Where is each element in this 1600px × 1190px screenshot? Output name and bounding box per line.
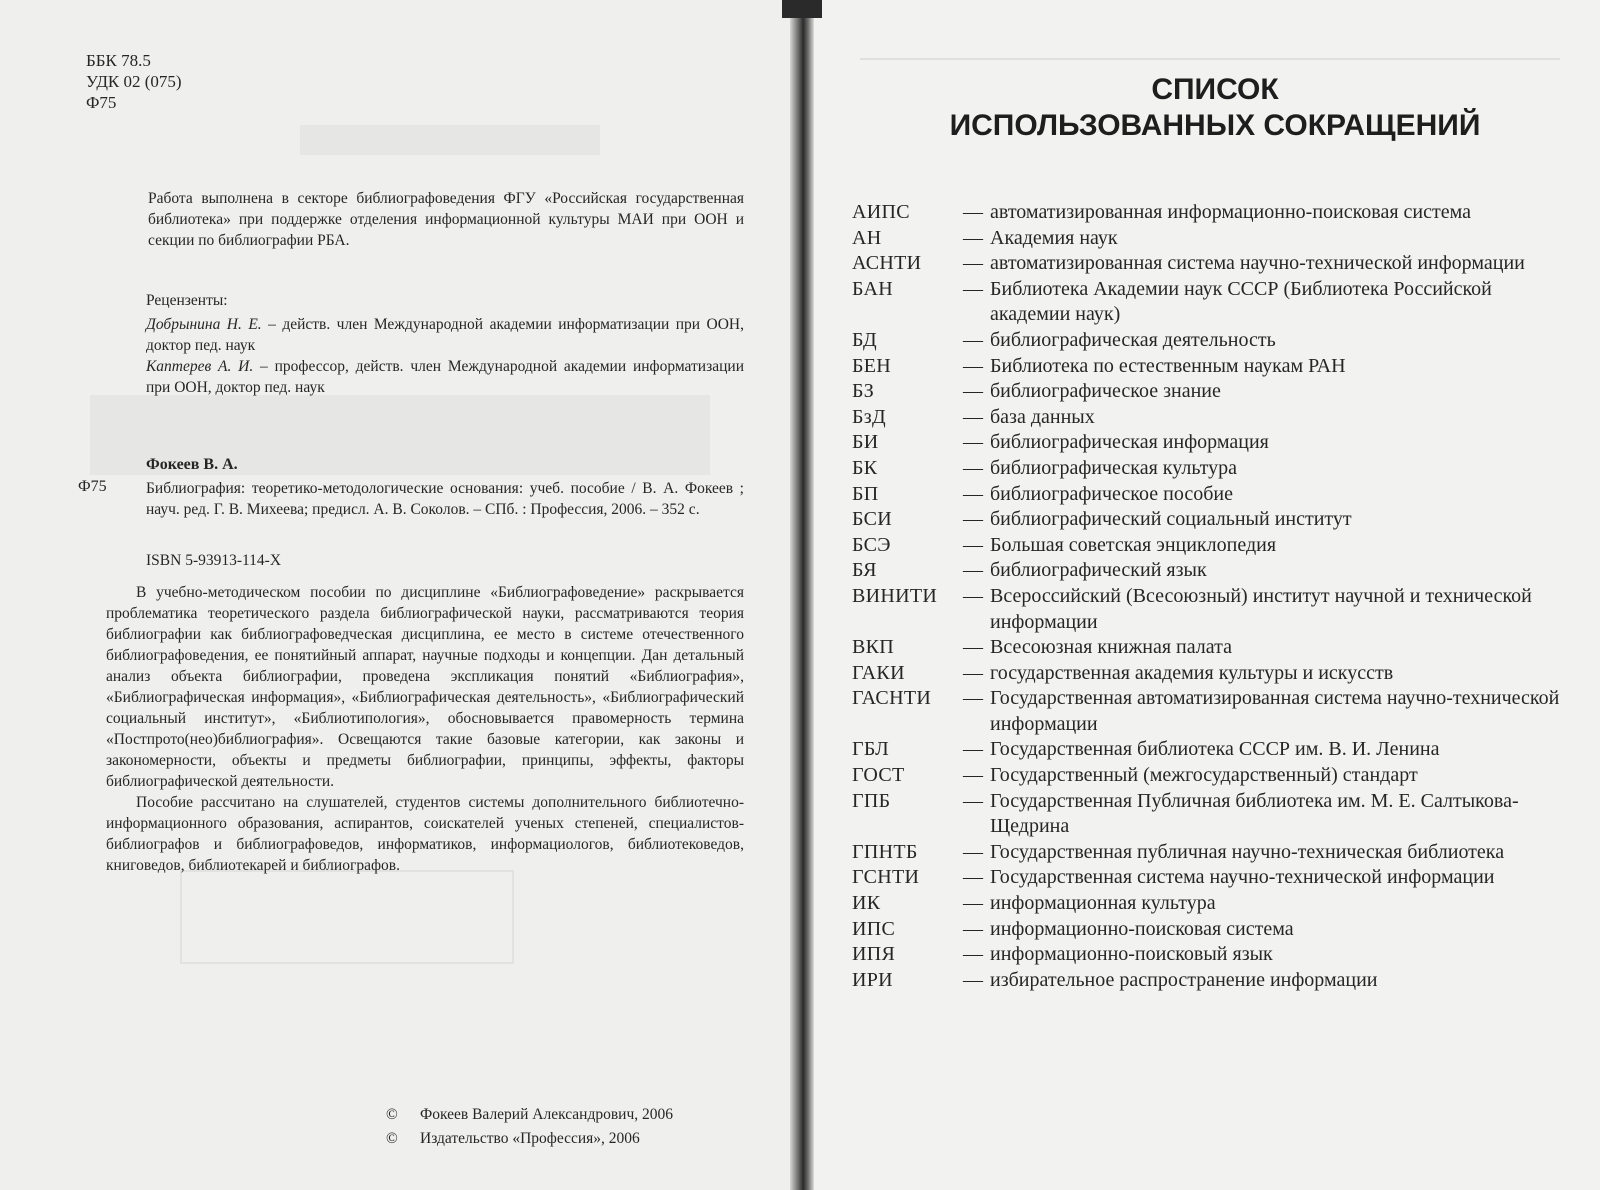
abbreviation-row — [852, 840, 1572, 866]
abbreviation-dash: — — [963, 789, 983, 812]
copyright-line — [386, 1130, 640, 1148]
bleed-through-shadow — [300, 125, 600, 155]
abbreviation-dash: — — [963, 661, 983, 684]
abbreviation-term: БЯ — [852, 559, 877, 582]
abbreviation-term: ИРИ — [852, 968, 893, 991]
abbreviation-row — [852, 379, 1572, 405]
abbreviation-dash: — — [963, 431, 983, 454]
bbk-code: ББК 78.5 — [86, 51, 151, 70]
abbreviation-definition: Всероссийский (Всесоюзный) институт научной и технической информации — [990, 584, 1532, 633]
gutter-shadow — [782, 0, 822, 18]
abbreviation-term: БАН — [852, 277, 894, 300]
abbreviation-term: ГПНТБ — [852, 840, 918, 863]
abbreviation-definition: Государственная система научно-технической информации — [990, 866, 1495, 889]
copyright-text: Фокеев Валерий Александрович, 2006 — [420, 1106, 674, 1123]
abbreviation-dash: — — [963, 917, 983, 940]
abbreviation-definition: информационная культура — [990, 892, 1216, 915]
abbreviation-row — [852, 328, 1572, 354]
abbreviation-dash: — — [963, 892, 983, 915]
abbreviation-definition: Большая советская энциклопедия — [990, 533, 1277, 556]
abbreviation-row — [852, 533, 1572, 559]
reviewer-desc: – действ. член Международной академии информатизации при ООН, доктор пед. наук — [146, 316, 744, 354]
abbreviation-row — [852, 942, 1572, 968]
classification-codes — [86, 50, 182, 113]
reviewer-entry — [146, 314, 744, 356]
abbreviation-row — [852, 456, 1572, 482]
abbreviation-row — [852, 891, 1572, 917]
abbreviation-dash: — — [963, 738, 983, 761]
abbreviation-definition: библиографическая культура — [990, 456, 1238, 479]
abbreviation-dash: — — [963, 277, 983, 300]
abbreviation-term: БД — [852, 328, 877, 351]
abbreviation-term: БЕН — [852, 354, 892, 377]
abbreviation-definition: информационно-поисковая система — [990, 917, 1294, 940]
abbreviation-row — [852, 789, 1572, 840]
copyright-symbol: © — [386, 1130, 398, 1147]
copyright-line — [386, 1106, 673, 1124]
abbreviation-term: АИПС — [852, 201, 910, 223]
reviewers-title: Рецензенты: — [146, 292, 228, 309]
abbreviation-definition: Государственная публичная научно-техническая библиотека — [990, 840, 1505, 863]
abbreviation-term: АН — [852, 226, 882, 249]
abbreviation-dash: — — [963, 968, 983, 991]
abbreviation-dash: — — [963, 405, 983, 428]
author-mark: Ф75 — [86, 93, 117, 112]
abbreviation-definition: библиографический язык — [990, 559, 1207, 582]
abbreviation-row — [852, 917, 1572, 943]
abbreviation-term: ГАКИ — [852, 661, 905, 684]
abbreviation-definition: автоматизированная система научно-технической информации — [990, 252, 1525, 275]
reviewer-entry — [146, 356, 744, 398]
classmark: Ф75 — [78, 478, 107, 495]
abbreviation-term: ГОСТ — [852, 764, 905, 787]
abbreviation-dash: — — [963, 636, 983, 659]
isbn: ISBN 5-93913-114-X — [146, 552, 282, 569]
abbreviation-row — [852, 558, 1572, 584]
abbreviation-term: ИПС — [852, 917, 896, 940]
title-line: ИСПОЛЬЗОВАННЫХ СОКРАЩЕНИЙ — [949, 109, 1481, 142]
abbreviation-definition: библиографическое знание — [990, 380, 1221, 403]
abbreviation-term: ИК — [852, 892, 881, 915]
reviewer-name: Каптерев А. И. — [146, 358, 254, 375]
annotation-paragraph: В учебно-методическом пособии по дисциплине «Библиографоведение» раскрывается проблематика теоретического раздела библиографической науки, рассматриваются теория библиографии как библиографоведческая дисциплина, ее место в системе отечественного библиографоведения, ее понятийный аппарат, научные подходы и концепции. Дан детальный анализ объекта библиографии, проведена экспликация понятий «Библиография», «Библиографическая информация», «Библиографическая деятельность», «Библиографический социальный институт», «Библиотипология», обосновывается правомерность термина «Постпрото(нео)библиография». Освещаются такие базовые категории, как законы и закономерности, объекты и предметы библиографии, принципы, эффекты, факторы библиографической деятельности. — [106, 584, 744, 790]
abbreviation-term: БП — [852, 482, 879, 505]
abbreviation-definition: Государственная библиотека СССР им. В. И. Ленина — [990, 738, 1440, 761]
abbreviation-term: ГБЛ — [852, 738, 890, 761]
abbreviation-row — [852, 430, 1572, 456]
abbreviation-definition: государственная академия культуры и искусств — [990, 661, 1394, 684]
book-gutter — [790, 0, 814, 1190]
abbreviation-row — [852, 686, 1572, 737]
abbreviation-definition: Академия наук — [990, 226, 1118, 249]
abbreviation-term: ГСНТИ — [852, 866, 920, 889]
abbreviation-definition: Государственная Публичная библиотека им. М. Е. Салтыкова-Щедрина — [990, 789, 1519, 838]
abbreviation-definition: библиографический социальный институт — [990, 508, 1352, 531]
abbreviation-dash: — — [963, 584, 983, 607]
page-title — [830, 72, 1600, 144]
abbreviation-dash: — — [963, 508, 983, 531]
abbreviation-term: ВИНИТИ — [852, 584, 938, 607]
bleed-through-stamp — [180, 870, 514, 964]
abbreviation-definition: Библиотека по естественным наукам РАН — [990, 354, 1346, 377]
abbreviation-term: БК — [852, 456, 878, 479]
abbreviation-row — [852, 968, 1572, 994]
abbreviation-dash: — — [963, 482, 983, 505]
abbreviation-dash: — — [963, 328, 983, 351]
udk-code: УДК 02 (075) — [86, 72, 182, 91]
abbreviation-list — [852, 200, 1572, 993]
abbreviation-term: ГАСНТИ — [852, 687, 932, 710]
title-line: СПИСОК — [1151, 73, 1279, 106]
work-note: Работа выполнена в секторе библиографоведения ФГУ «Российская государственная библиотека» при поддержке отделения информационной культуры МАИ при ООН и секции по библиографии РБА. — [148, 190, 744, 249]
abbreviation-term: ИПЯ — [852, 943, 896, 966]
abbreviation-dash: — — [963, 687, 983, 710]
abbreviation-term: ВКП — [852, 636, 895, 659]
abbreviation-definition: библиографическая деятельность — [990, 328, 1276, 351]
abbreviation-dash: — — [963, 866, 983, 889]
author-heading: Фокеев В. А. — [146, 456, 238, 473]
abbreviation-dash: — — [963, 764, 983, 787]
abbreviation-dash: — — [963, 380, 983, 403]
abbreviation-definition: библиографическое пособие — [990, 482, 1233, 505]
abbreviation-row — [852, 277, 1572, 328]
abbreviation-definition: избирательное распространение информации — [990, 968, 1378, 991]
abbreviation-row — [852, 635, 1572, 661]
abbreviation-row — [852, 226, 1572, 252]
abbreviation-row — [852, 405, 1572, 431]
abbreviation-row — [852, 763, 1572, 789]
annotation — [106, 582, 744, 876]
abbreviation-row — [852, 737, 1572, 763]
abbreviation-definition: Государственный (межгосударственный) стандарт — [990, 764, 1418, 787]
abbreviation-definition: Государственная автоматизированная система научно-технической информации — [990, 687, 1560, 735]
abbreviation-dash: — — [963, 226, 983, 249]
abbreviation-dash: — — [963, 533, 983, 556]
abbreviation-row — [852, 584, 1572, 635]
abbreviation-term: АСНТИ — [852, 252, 922, 275]
abbreviation-dash: — — [963, 456, 983, 479]
annotation-paragraph: Пособие рассчитано на слушателей, студентов системы дополнительного библиотечно-информационного образования, аспирантов, соискателей ученых степеней, специалистов-библиографов и библиографоведов, информатиков, информациологов, библиотековедов, книговедов, библиотекарей и библиографов. — [106, 794, 744, 874]
abbreviation-dash: — — [963, 354, 983, 377]
abbreviation-row — [852, 354, 1572, 380]
abbreviation-term: БСИ — [852, 508, 893, 531]
abbreviation-dash: — — [963, 840, 983, 863]
abbreviation-definition: автоматизированная информационно-поисковая система — [990, 201, 1472, 223]
abbreviation-definition: информационно-поисковый язык — [990, 943, 1273, 966]
copyright-symbol: © — [386, 1106, 398, 1123]
abbreviation-term: БИ — [852, 431, 879, 454]
abbreviation-term: БзД — [852, 405, 886, 428]
page-top-rule — [860, 58, 1560, 66]
copyright-text: Издательство «Профессия», 2006 — [420, 1130, 640, 1147]
abbreviation-row — [852, 482, 1572, 508]
abbreviation-definition: Всесоюзная книжная палата — [990, 636, 1233, 659]
abbreviation-row — [852, 865, 1572, 891]
abbreviation-row — [852, 200, 1572, 226]
reviewer-name: Добрынина Н. Е. — [146, 316, 262, 333]
abbreviation-row — [852, 507, 1572, 533]
abbreviation-definition: библиографическая информация — [990, 431, 1269, 454]
abbreviation-row — [852, 251, 1572, 277]
abbreviation-term: БЗ — [852, 380, 875, 403]
abbreviation-term: ГПБ — [852, 789, 891, 812]
abbreviation-row — [852, 661, 1572, 687]
abbreviation-definition: Библиотека Академии наук СССР (Библиотека Российской академии наук) — [990, 277, 1492, 326]
abbreviation-term: БСЭ — [852, 533, 891, 556]
abbreviation-dash: — — [963, 252, 983, 275]
abbreviation-dash: — — [963, 201, 983, 223]
abbreviation-dash: — — [963, 943, 983, 966]
reviewer-desc: – профессор, действ. член Международной академии информатизации при ООН, доктор пед. наук — [146, 358, 744, 396]
bibliographic-description: Библиография: теоретико-методологические основания: учеб. пособие / В. А. Фокеев ; науч. ред. Г. В. Михеева; предисл. А. В. Соколов. – СПб. : Профессия, 2006. – 352 с. — [146, 480, 744, 518]
abbreviation-definition: база данных — [990, 405, 1095, 428]
abbreviation-dash: — — [963, 559, 983, 582]
